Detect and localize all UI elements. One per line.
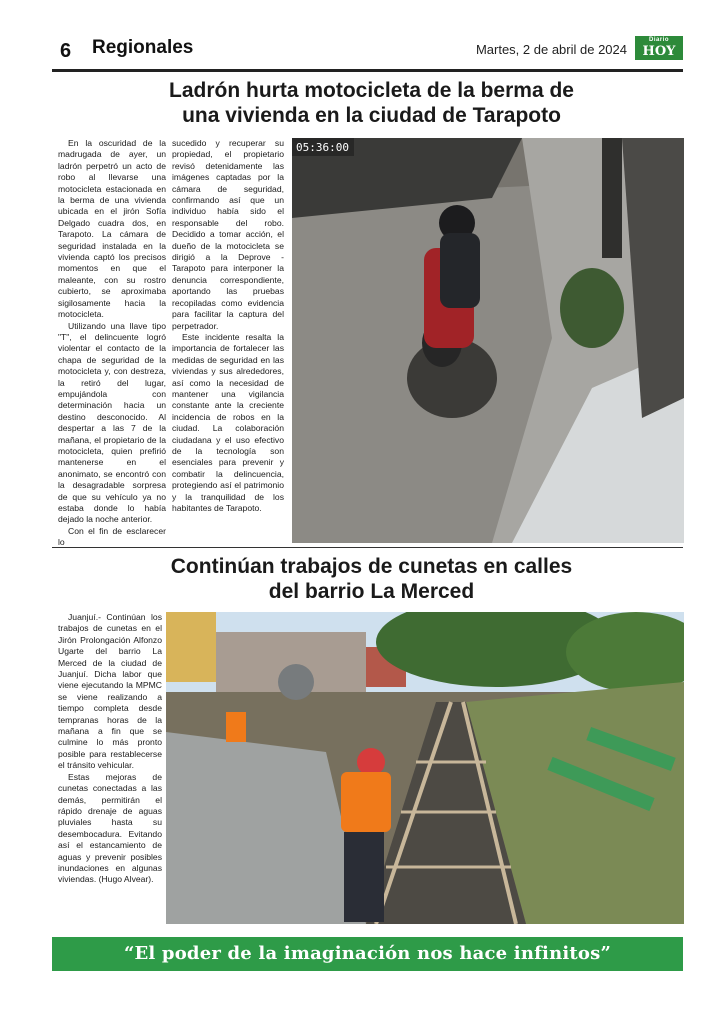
article2-headline-line1: Continúan trabajos de cunetas en calles: [170, 555, 573, 578]
header-divider: [52, 69, 683, 72]
quote-banner: [52, 937, 683, 971]
article2-paragraph: Juanjuí.- Continúan los trabajos de cunetas en el Jirón Prolongación Alfonzo Ugarte del barrio La Merced de la ciudad de Juanjuí. Dicha labor que viene ejecutando la MPMC se viene realizando a tiempo completa desde tempranas horas de la mañana a fin que se culmine lo más pronto posible para restablecerse el tránsito vehicular.: [58, 612, 162, 771]
article2-photo: [166, 612, 684, 924]
roadworks-scene-illustration: [166, 612, 684, 924]
article1-paragraph: En la oscuridad de la madrugada de ayer, un ladrón perpetró un acto de robo al llevarse una motocicleta estacionada en la berma de una vivienda ubicada en el jirón Sofía Delgado cuadra dos, en Tarapoto. La cámara de seguridad instalada en la vivienda captó los precisos momentos en que el maleante, con su rostro cubierto, se aproximaba sigilosamente hacia la motocicleta.: [58, 138, 166, 320]
article1-photo: [292, 138, 684, 543]
article2-headline: [60, 554, 683, 604]
article1-headline-line2: una vivienda en la ciudad de Tarapoto: [182, 104, 561, 127]
cctv-scene-illustration: [292, 138, 684, 543]
section-title: Regionales: [92, 37, 194, 58]
newspaper-logo: [635, 36, 683, 60]
article1-column-2: [172, 138, 284, 514]
article1-paragraph: Utilizando una llave tipo "T", el delincuente logró violentar el contacto de la chapa de seguridad de la motocicleta y, con destreza, la retiró del lugar, empujándola con determinación hacia un destino desconocido. Al despertar a las 7 de la mañana, el propietario de la motocicleta, quien prefirió mantenerse en el anonimato, se encontró con la desagradable sorpresa de que su vehículo ya no estaba donde lo había dejado la noche anterior.: [58, 320, 166, 525]
article-divider: [52, 547, 683, 548]
article1-paragraph: sucedido y recuperar su propiedad, el propietario revisó detenidamente las imágenes captadas por la cámara de seguridad, confirmando así que un individuo había sido el responsable del robo. Decidido a tomar acción, el dueño de la motocicleta se dirigió a la Deprove - Tarapoto para interponer la denuncia correspondiente, aportando las pruebas recopiladas como evidencia para facilitar la captura del perpetrador.: [172, 138, 284, 331]
logo-big-text: HOY: [642, 44, 676, 59]
article1-headline: [60, 78, 683, 128]
article2-paragraph: Estas mejoras de cunetas conectadas a las demás, permitirán el rápido drenaje de aguas pluviales hasta su desembocadura. Evitando así el estancamiento de aguas y prevenir posibles inundaciones en algunas viviendas. (Hugo Alvear).: [58, 771, 162, 885]
article1-column-1: [58, 138, 166, 549]
article2-headline-line2: del barrio La Merced: [268, 580, 475, 603]
cctv-timestamp: 05:36:00: [296, 141, 349, 154]
article1-paragraph: Con el fin de esclarecer lo: [58, 525, 166, 548]
article1-paragraph: Este incidente resalta la importancia de fortalecer las medidas de seguridad en las viviendas y sus alrededores, así como la necesidad de mantener una vigilancia constante ante la creciente incidencia de robos en la ciudad. La colaboración ciudadana y el uso efectivo de la tecnología son esenciales para prevenir y combatir la delincuencia, protegiendo así el patrimonio y la tranquilidad de los habitantes de Tarapoto.: [172, 331, 284, 513]
quote-text: “El poder de la imaginación nos hace infinitos”: [123, 943, 612, 964]
article1-headline-line1: Ladrón hurta motocicleta de la berma de: [169, 79, 574, 102]
page-number: 6: [60, 40, 72, 62]
logo-small-text: Diario: [648, 37, 669, 43]
publication-date: Martes, 2 de abril de 2024: [475, 42, 627, 57]
article2-column-1: [58, 612, 162, 886]
